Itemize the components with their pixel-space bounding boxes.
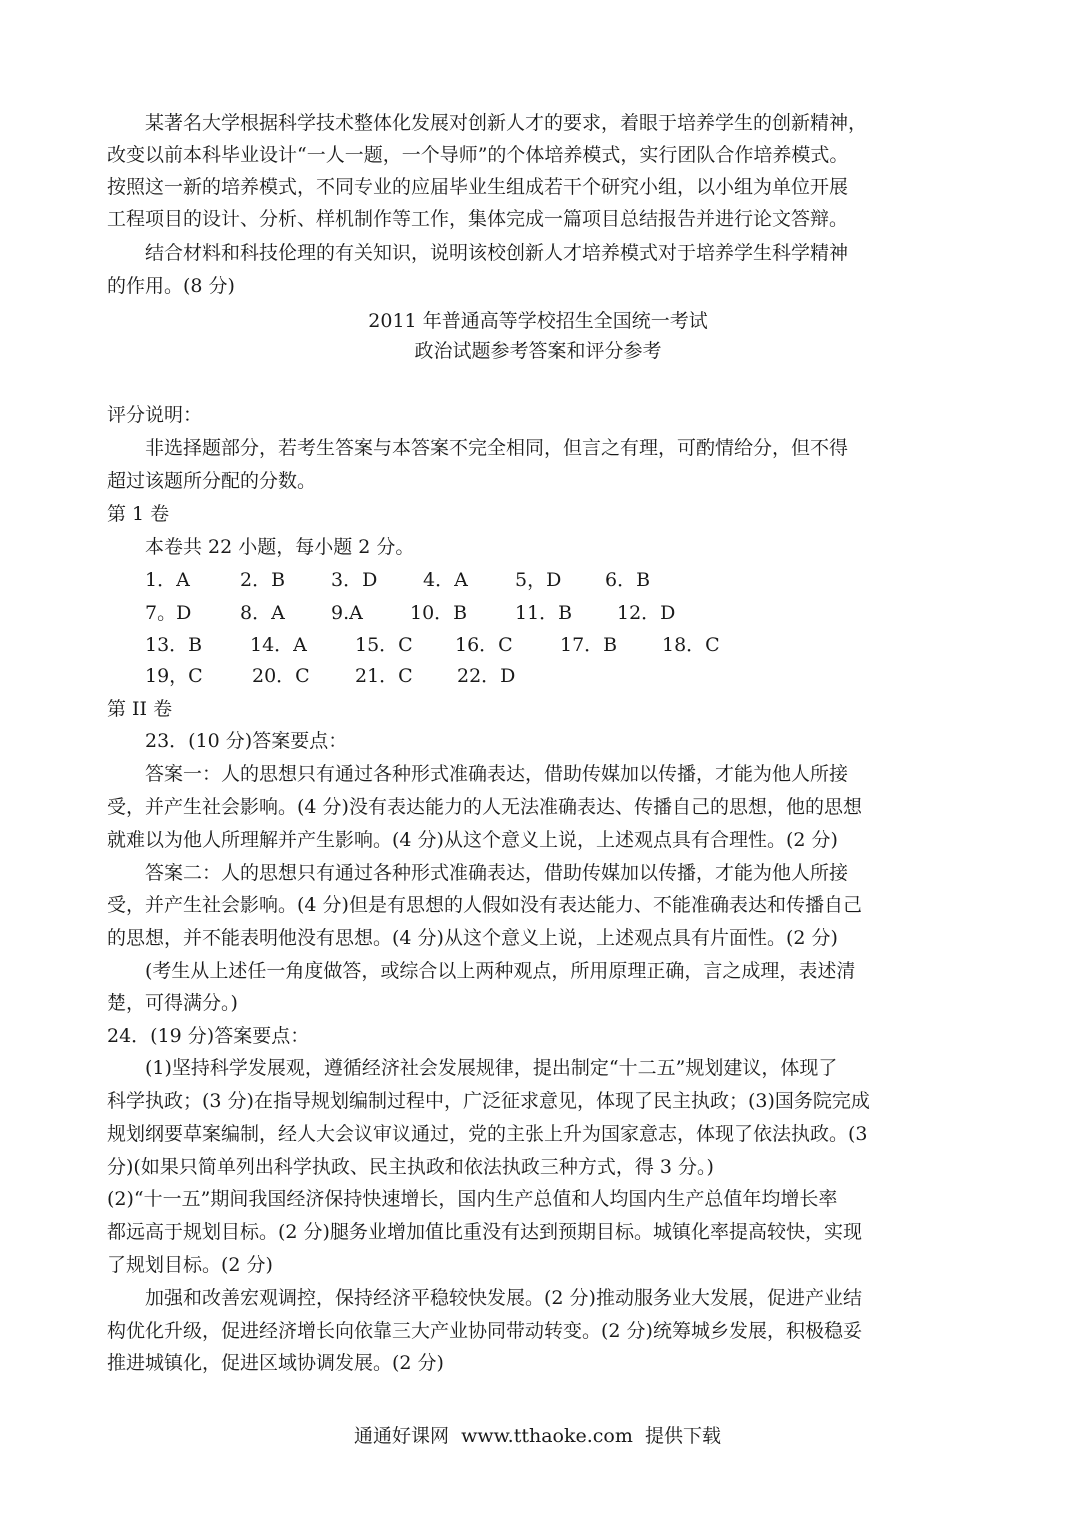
q24-p2-line: 了规划目标。(2 分) [107, 1254, 273, 1276]
q23-answer1-line: 受，并产生社会影响。(4 分)没有表达能力的人无法准确表达、传播自己的思想，他的思想 [107, 796, 862, 818]
q24-p1-line: (1)坚持科学发展观，遵循经济社会发展规律，提出制定“十二五”规划建议，体现了 [145, 1057, 838, 1079]
q24-p2-line: 都远高于规划目标。(2 分)腿务业增加值比重没有达到预期目标。城镇化率提高较快，实现 [107, 1221, 862, 1243]
material-line: 工程项目的设计、分析、样机制作等工作，集体完成一篇项目总结报告并进行论文答辩。 [107, 208, 849, 230]
answer-item: 16．C [455, 634, 513, 656]
answer-item: 1．A [145, 569, 190, 591]
answer-item: 6．B [605, 569, 651, 591]
material-line: 某著名大学根据科学技术整体化发展对创新人才的要求，着眼于培养学生的创新精神， [145, 112, 868, 134]
q24-p2-line: (2)“十一五”期间我国经济保持快速增长，国内生产总值和人均国内生产总值年均增长率 [107, 1188, 838, 1210]
q24-p1-line: 科学执政；(3 分)在指导规划编制过程中，广泛征求意见，体现了民主执政；(3)国务院完成 [107, 1090, 870, 1112]
answer-item: 5，D [515, 569, 562, 591]
page-footer: 通通好课网 www.tthaoke.com 提供下载 [354, 1425, 721, 1447]
q23-answer2-line: 的思想，并不能表明他没有思想。(4 分)从这个意义上说，上述观点具有片面性。(2 分) [107, 927, 838, 949]
scoring-heading: 评分说明： [107, 404, 203, 426]
answer-item: 22．D [457, 665, 516, 687]
answer-item: 15．C [355, 634, 413, 656]
question-line: 结合材料和科技伦理的有关知识，说明该校创新人才培养模式对于培养学生科学精神 [145, 242, 849, 264]
part1-heading: 第 1 卷 [107, 503, 170, 525]
answer-item: 4．A [423, 569, 468, 591]
q23-answer1-line: 答案一：人的思想只有通过各种形式准确表达，借助传媒加以传播，才能为他人所接 [145, 763, 849, 785]
scoring-line: 超过该题所分配的分数。 [107, 470, 317, 492]
answer-item: 14．A [250, 634, 307, 656]
answer-item: 7。D [145, 602, 192, 624]
answer-item: 19，C [145, 665, 203, 687]
answer-item: 9.A [331, 602, 363, 624]
material-line: 改变以前本科毕业设计“一人一题，一个导师”的个体培养模式，实行团队合作培养模式。 [107, 144, 849, 166]
q23-answer2-line: 受，并产生社会影响。(4 分)但是有思想的人假如没有表达能力、不能准确表达和传播自己 [107, 894, 862, 916]
answer-item: 13．B [145, 634, 203, 656]
answer-item: 11．B [515, 602, 573, 624]
answer-item: 3．D [331, 569, 378, 591]
q24-p3-line: 构优化升级，促进经济增长向依靠三大产业协同带动转变。(2 分)统筹城乡发展，积极稳妥 [107, 1320, 862, 1342]
material-line: 按照这一新的培养模式，不同专业的应届毕业生组成若干个研究小组，以小组为单位开展 [107, 176, 849, 198]
answer-item: 10．B [410, 602, 468, 624]
part1-intro: 本卷共 22 小题，每小题 2 分。 [145, 536, 415, 558]
q24-p1-line: 规划纲要草案编制，经人大会议审议通过，党的主张上升为国家意志，体现了依法执政。(3 [107, 1123, 868, 1145]
q23-heading: 23．(10 分)答案要点： [145, 730, 348, 752]
answer-item: 17．B [560, 634, 618, 656]
answer-item: 20．C [252, 665, 310, 687]
answer-item: 18．C [662, 634, 720, 656]
question-line: 的作用。(8 分) [107, 275, 235, 297]
q23-note-line: 楚，可得满分。) [107, 992, 238, 1014]
answer-item: 2．B [240, 569, 286, 591]
q24-p3-line: 推进城镇化，促进区域协调发展。(2 分) [107, 1352, 444, 1374]
q24-p1-line: 分)(如果只简单列出科学执政、民主执政和依法执政三种方式，得 3 分。) [107, 1156, 714, 1178]
doc-title: 2011 年普通高等学校招生全国统一考试 [368, 310, 708, 332]
q23-answer2-line: 答案二：人的思想只有通过各种形式准确表达，借助传媒加以传播，才能为他人所接 [145, 862, 849, 884]
q24-p3-line: 加强和改善宏观调控，保持经济平稳较快发展。(2 分)推动服务业大发展，促进产业结 [145, 1287, 862, 1309]
scoring-line: 非选择题部分，若考生答案与本答案不完全相同，但言之有理，可酌情给分，但不得 [145, 437, 849, 459]
doc-subtitle: 政治试题参考答案和评分参考 [414, 340, 662, 362]
q24-heading: 24．(19 分)答案要点： [107, 1025, 310, 1047]
answer-item: 21．C [355, 665, 413, 687]
part2-heading: 第 II 卷 [107, 698, 173, 720]
answer-item: 12．D [617, 602, 676, 624]
q23-note-line: (考生从上述任一角度做答，或综合以上两种观点，所用原理正确，言之成理，表述清 [145, 960, 856, 982]
q23-answer1-line: 就难以为他人所理解并产生影响。(4 分)从这个意义上说，上述观点具有合理性。(2 分) [107, 829, 838, 851]
answer-item: 8．A [240, 602, 285, 624]
